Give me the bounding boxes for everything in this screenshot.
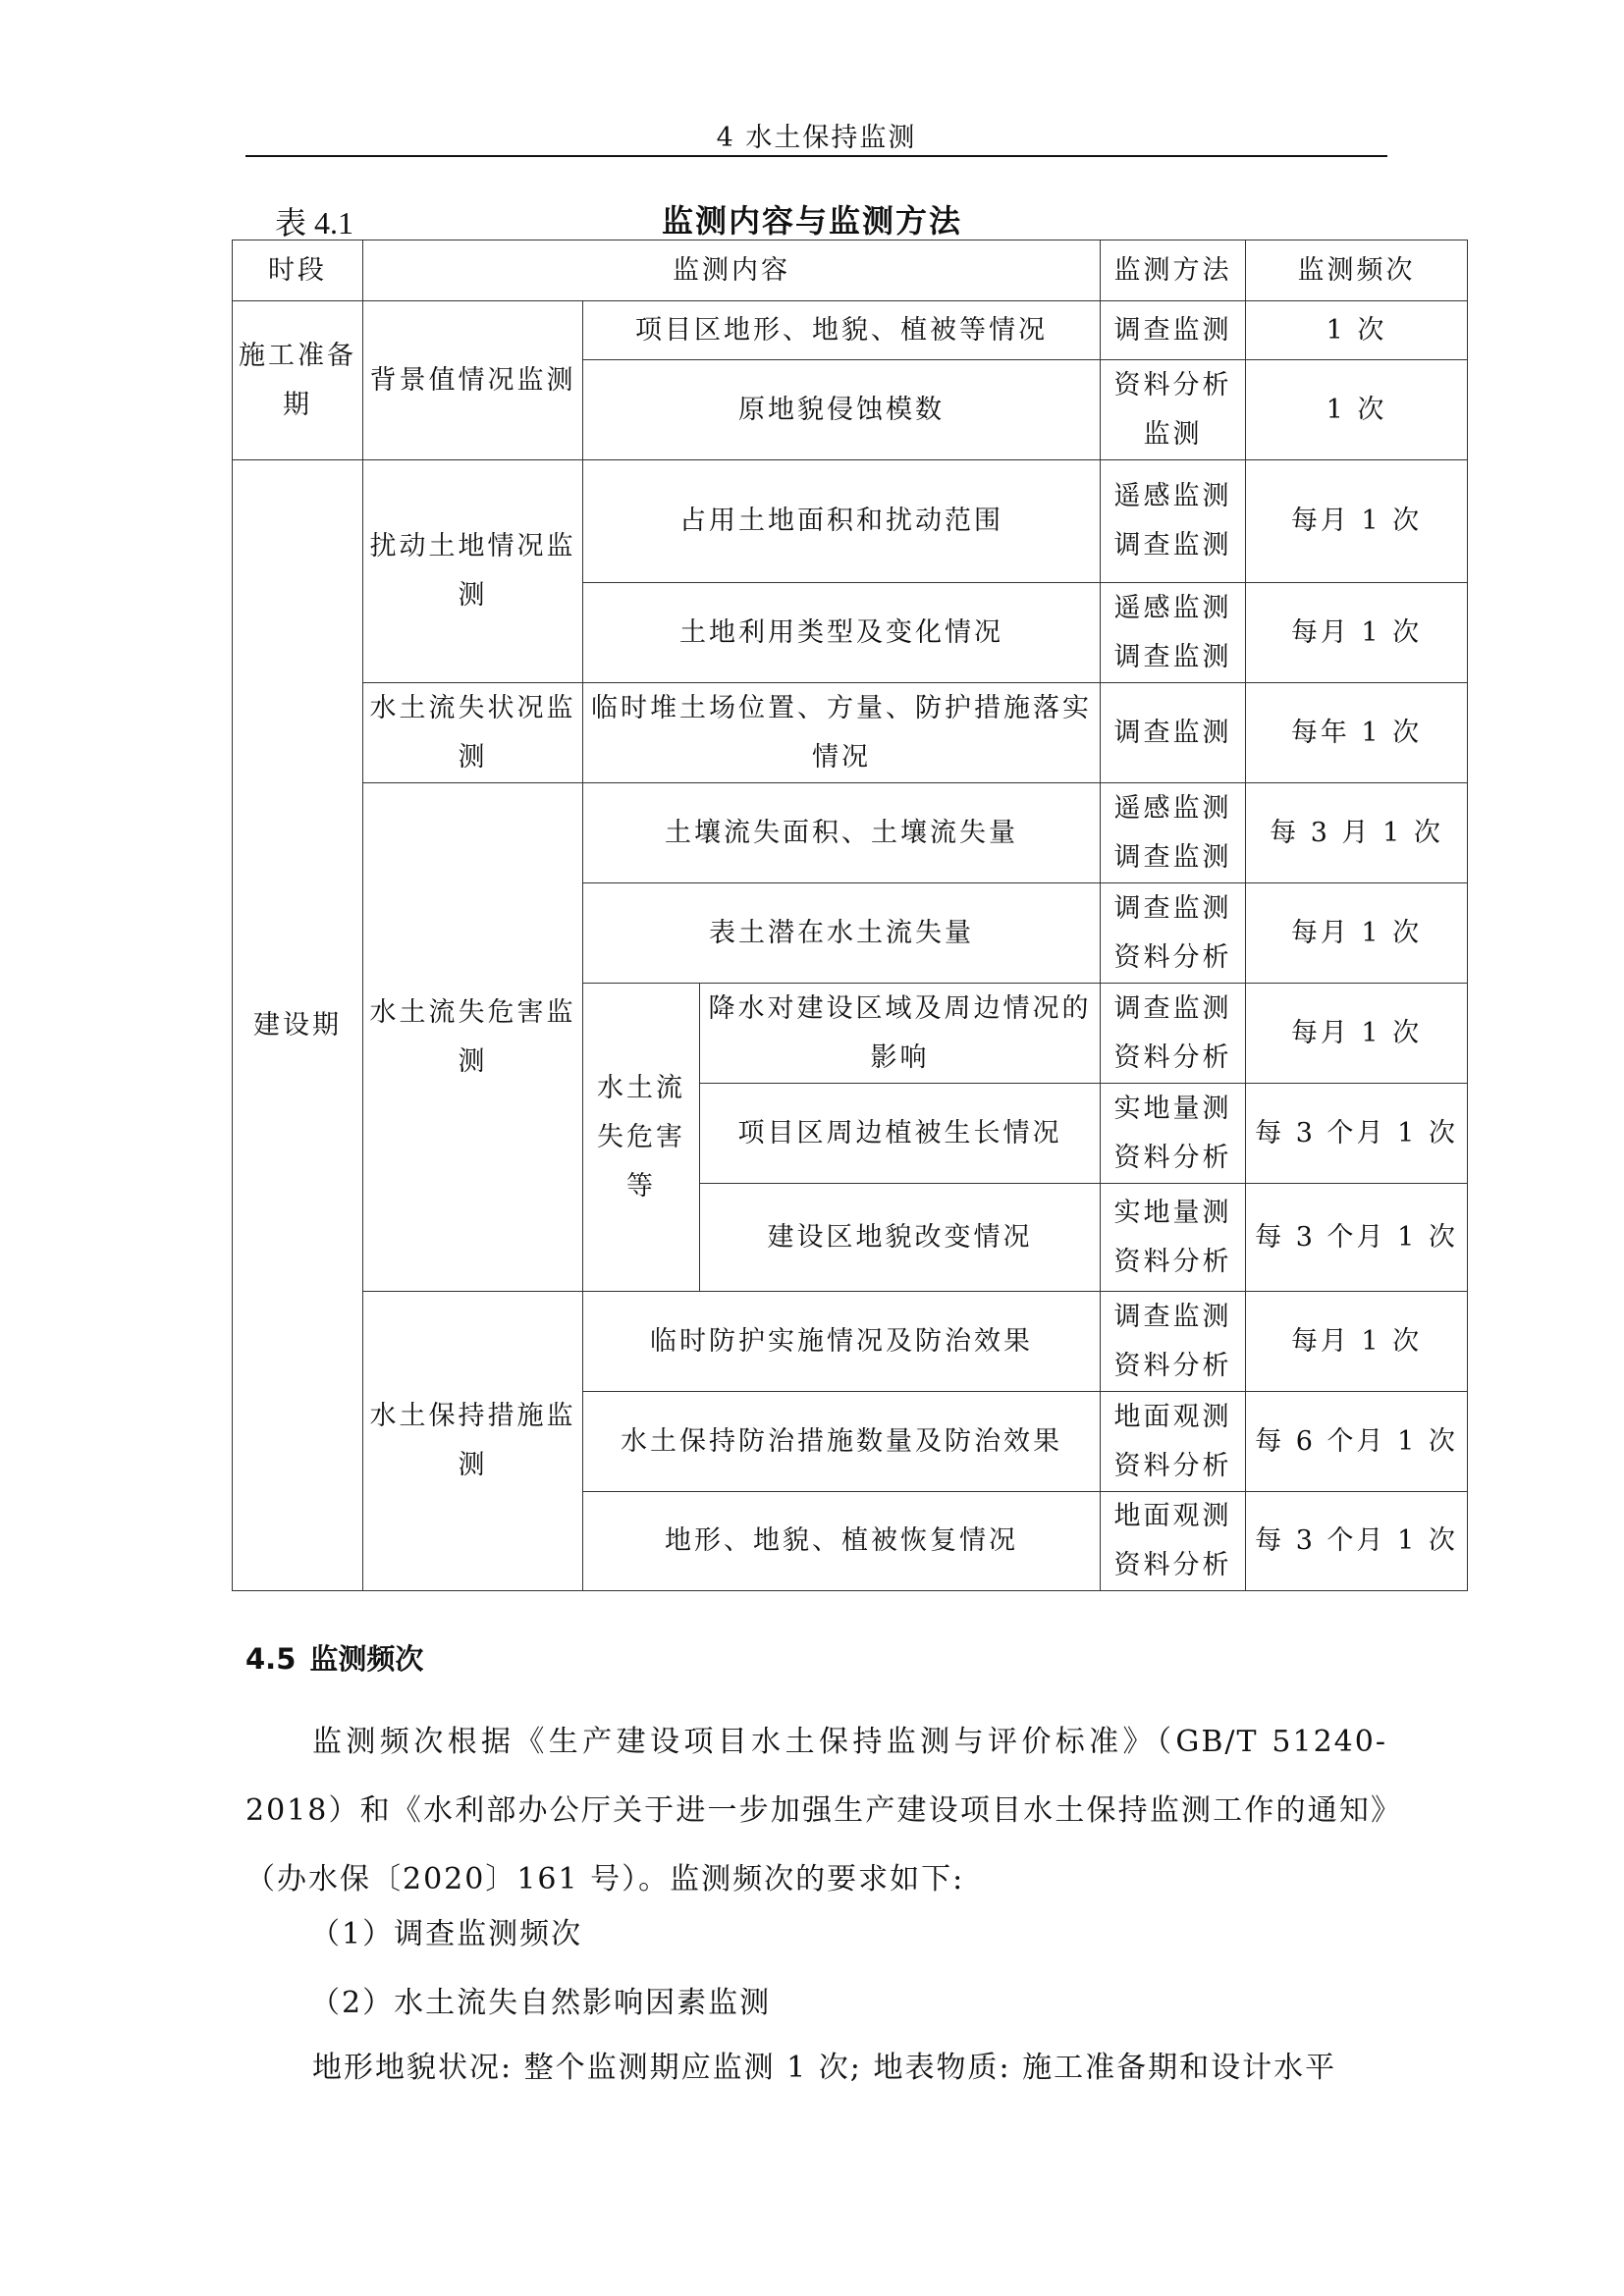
content-cell: 土壤流失面积、土壤流失量: [583, 783, 1101, 883]
table-row: [233, 460, 1468, 583]
method-cell: 调查监测: [1101, 683, 1246, 783]
method-cell: 实地量测资料分析: [1101, 1084, 1246, 1184]
content-cell: 项目区周边植被生长情况: [700, 1084, 1101, 1184]
frequency-cell: 每月 1 次: [1246, 583, 1468, 683]
header-period: 时段: [233, 240, 363, 301]
method-cell: 调查监测资料分析: [1101, 1292, 1246, 1392]
table-row: [233, 301, 1468, 360]
content-cell: 临时防护实施情况及防治效果: [583, 1292, 1101, 1392]
frequency-cell: 每 6 个月 1 次: [1246, 1392, 1468, 1492]
method-cell: 地面观测资料分析: [1101, 1492, 1246, 1591]
content-cell: 水土保持防治措施数量及防治效果: [583, 1392, 1101, 1492]
category-cell-background: 背景值情况监测: [363, 301, 583, 460]
category-cell-measures: 水土保持措施监测: [363, 1292, 583, 1591]
frequency-cell: 每 3 月 1 次: [1246, 783, 1468, 883]
list-item: （2）水土流失自然影响因素监测: [310, 1986, 772, 2020]
running-header: 4 水土保持监测: [716, 123, 917, 153]
frequency-cell: 1 次: [1246, 360, 1468, 460]
method-cell: 遥感监测调查监测: [1101, 460, 1246, 583]
method-cell: 资料分析监测: [1101, 360, 1246, 460]
table-header-row: [233, 240, 1468, 301]
content-cell: 建设区地貌改变情况: [700, 1184, 1101, 1292]
method-cell: 实地量测资料分析: [1101, 1184, 1246, 1292]
method-cell: 调查监测资料分析: [1101, 883, 1246, 984]
frequency-cell: 每月 1 次: [1246, 460, 1468, 583]
frequency-cell: 每 3 个月 1 次: [1246, 1492, 1468, 1591]
header-method: 监测方法: [1101, 240, 1246, 301]
table-title: 监测内容与监测方法: [661, 202, 962, 240]
section-paragraph: 监测频次根据《生产建设项目水土保持监测与评价标准》（GB/T 51240-2018）和《水利部办公厅关于进一步加强生产建设项目水土保持监测工作的通知》（办水保〔2020〕161 号）。监测频次的要求如下:: [245, 1725, 1387, 1896]
frequency-cell: 每 3 个月 1 次: [1246, 1184, 1468, 1292]
method-cell: 地面观测资料分析: [1101, 1392, 1246, 1492]
header-frequency: 监测频次: [1246, 240, 1468, 301]
content-cell: 占用土地面积和扰动范围: [583, 460, 1101, 583]
table-row: [233, 683, 1468, 783]
content-cell: 原地貌侵蚀模数: [583, 360, 1101, 460]
category-cell-hazard: 水土流失危害监测: [363, 783, 583, 1292]
content-cell: 地形、地貌、植被恢复情况: [583, 1492, 1101, 1591]
subcategory-cell-hazard: 水土流失危害等: [583, 984, 700, 1292]
period-cell-prep: 施工准备期: [233, 301, 363, 460]
method-cell: 调查监测资料分析: [1101, 984, 1246, 1084]
category-cell-loss-status: 水土流失状况监测: [363, 683, 583, 783]
frequency-cell: 每月 1 次: [1246, 883, 1468, 984]
header-rule: [245, 155, 1387, 157]
frequency-cell: 每月 1 次: [1246, 984, 1468, 1084]
category-cell-disturb: 扰动土地情况监测: [363, 460, 583, 683]
method-cell: 遥感监测调查监测: [1101, 783, 1246, 883]
method-cell: 调查监测: [1101, 301, 1246, 360]
monitoring-table: [232, 240, 1468, 1591]
content-cell: 项目区地形、地貌、植被等情况: [583, 301, 1101, 360]
table-row: [233, 783, 1468, 883]
frequency-cell: 每月 1 次: [1246, 1292, 1468, 1392]
section-heading: [245, 1637, 423, 1678]
table-row: [233, 1292, 1468, 1392]
frequency-cell: 1 次: [1246, 301, 1468, 360]
header-content: 监测内容: [363, 240, 1101, 301]
table-label: 表 4.1: [275, 205, 354, 240]
frequency-cell: 每年 1 次: [1246, 683, 1468, 783]
method-cell: 遥感监测调查监测: [1101, 583, 1246, 683]
content-cell: 降水对建设区域及周边情况的影响: [700, 984, 1101, 1084]
frequency-cell: 每 3 个月 1 次: [1246, 1084, 1468, 1184]
content-cell: 土地利用类型及变化情况: [583, 583, 1101, 683]
content-cell: 表土潜在水土流失量: [583, 883, 1101, 984]
section-title: 监测频次: [309, 1642, 424, 1676]
period-cell-construction: 建设期: [233, 460, 363, 1591]
content-cell: 临时堆土场位置、方量、防护措施落实情况: [583, 683, 1101, 783]
list-item: （1）调查监测频次: [310, 1917, 583, 1951]
section-number: 4.5: [245, 1642, 297, 1676]
section-paragraph-2: 地形地貌状况: 整个监测期应监测 1 次; 地表物质: 施工准备期和设计水平: [312, 2051, 1337, 2085]
